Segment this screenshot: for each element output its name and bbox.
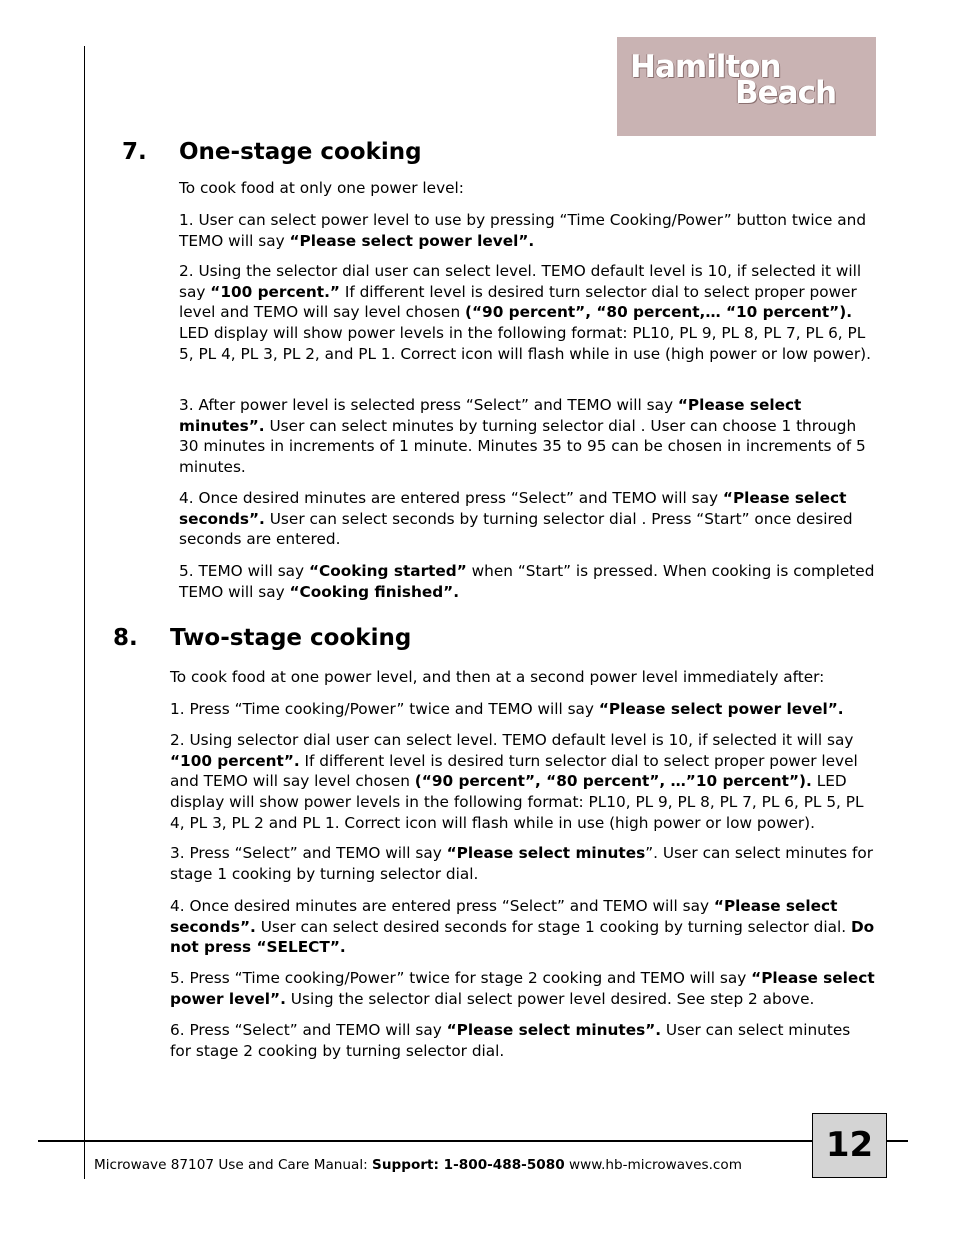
hamilton-beach-logo — [617, 37, 876, 136]
section-intro: To cook food at one power level, and then at a second power level immediately after: — [170, 668, 825, 686]
footer-text — [94, 1157, 742, 1173]
step-paragraph: 3. Press “Select” and TEMO will say “Please select minutes”. User can select minutes for stage 1 cooking by turning selector dial. — [170, 844, 874, 883]
section-number: 8. — [113, 625, 138, 651]
section-number: 7. — [122, 139, 147, 165]
step-paragraph: 1. Press “Time cooking/Power” twice and TEMO will say “Please select power level”. — [170, 700, 844, 718]
logo-line-2: Beach — [735, 75, 837, 111]
page-number: 12 — [812, 1113, 887, 1178]
section-intro: To cook food at only one power level: — [179, 179, 464, 197]
section-title: One-stage cooking — [179, 139, 422, 165]
logo-line-1: Hamilton — [630, 49, 781, 85]
step-paragraph: 1. User can select power level to use by pressing “Time Cooking/Power” button twice and TEMO will say “Please select power level”. — [179, 211, 867, 250]
step-paragraph: 2. Using the selector dial user can select level. TEMO default level is 10, if selected it will say “100 percent.” If different level is desired turn selector dial to select proper power level and TEMO will say level chosen (“90 percent”, “80 percent,… “10 percent”). LED display will show power levels in the following format: PL10, PL 9, PL 8, PL 7, PL 6, PL 5, PL 4, PL 3, PL 2, and PL 1. Correct icon will flash while in use (high power or low power). — [179, 262, 871, 363]
step-paragraph: 5. Press “Time cooking/Power” twice for stage 2 cooking and TEMO will say “Please select power level”. Using the selector dial select power level desired. See step 2 above. — [170, 969, 875, 1008]
left-margin-rule — [84, 46, 85, 1179]
footer-support: Support: 1-800-488-5080 — [372, 1157, 565, 1173]
step-paragraph: 4. Once desired minutes are entered press “Select” and TEMO will say “Please select seconds”. User can select seconds by turning selector dial . Press “Start” once desired seconds are entered. — [179, 489, 853, 549]
footer-website: www.hb-microwaves.com — [564, 1157, 742, 1173]
step-paragraph: 5. TEMO will say “Cooking started” when “Start” is pressed. When cooking is completed TEMO will say “Cooking finished”. — [179, 562, 875, 601]
footer-manual: Microwave 87107 Use and Care Manual: — [94, 1157, 373, 1173]
footer-rule — [38, 1140, 908, 1142]
step-paragraph: 2. Using selector dial user can select level. TEMO default level is 10, if selected it will say “100 percent”. If different level is desired turn selector dial to select proper power level and TEMO will say level chosen (“90 percent”, “80 percent”, …”10 percent”). LED display will show power levels in the following format: PL10, PL 9, PL 8, PL 7, PL 6, PL 5, PL 4, PL 3, PL 2 and PL 1. Correct icon will flash while in use (high power or low power). — [170, 731, 864, 832]
step-paragraph: 6. Press “Select” and TEMO will say “Please select minutes”. User can select minutes for stage 2 cooking by turning selector dial. — [170, 1021, 851, 1060]
step-paragraph: 4. Once desired minutes are entered press “Select” and TEMO will say “Please select seconds”. User can select desired seconds for stage 1 cooking by turning selector dial. Do not press “SELECT”. — [170, 897, 875, 957]
section-title: Two-stage cooking — [170, 625, 412, 651]
step-paragraph: 3. After power level is selected press “Select” and TEMO will say “Please select minutes”. User can select minutes by turning selector dial . User can choose 1 through 30 minutes in increments of 1 minute. Minutes 35 to 95 can be chosen in increments of 5 minutes. — [179, 396, 866, 477]
